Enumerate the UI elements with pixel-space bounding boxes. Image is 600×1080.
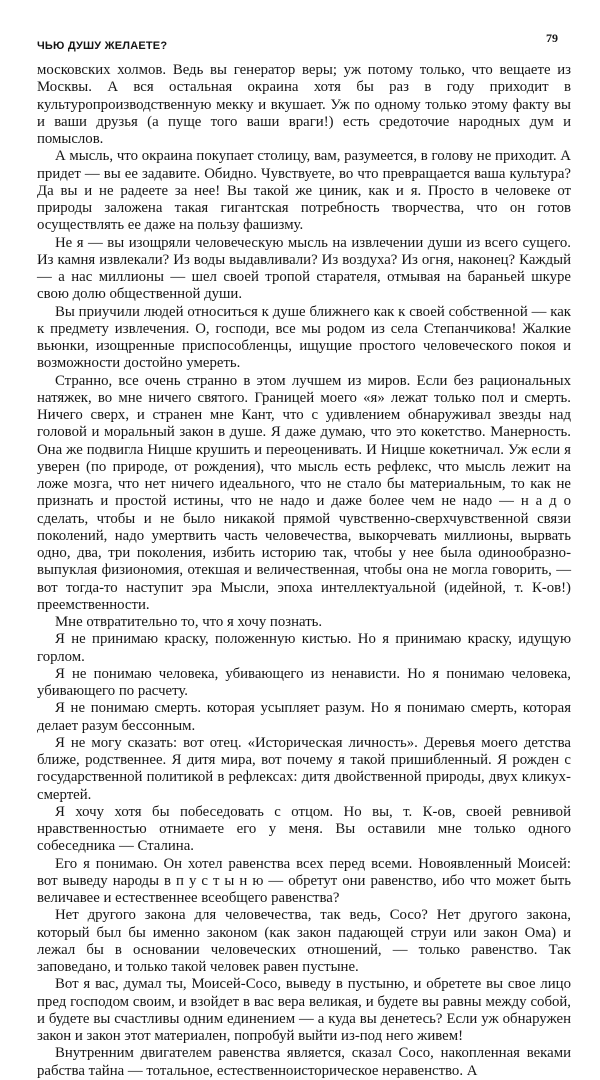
running-title: ЧЬЮ ДУШУ ЖЕЛАЕТЕ?: [37, 40, 168, 52]
paragraph: Я не принимаю краску, положенную кистью. Но я принимаю краску, идущую горлом.: [37, 631, 571, 665]
page-number: 79: [546, 31, 558, 45]
paragraph: Вы приучили людей относиться к душе ближнего как к своей собственной — как к предмету извлечения. О, господи, все мы родом из села Степанчикова! Жалкие вьюнки, изощренные приспособленцы, ищущие простого человеческого покоя и возможности достойно умереть.: [37, 303, 571, 372]
paragraph: Нет другого закона для человечества, так ведь, Сосо? Нет другого закона, который был бы именно законом (как закон падающей струи или закон Ома) и лежал бы в основании человеческих отношений, — только равенство. Так заповедано, и только такой человек равен пустыне.: [37, 907, 571, 975]
paragraph: Я не понимаю человека, убивающего из ненависти. Но я понимаю человека, убивающего по расчету.: [37, 665, 571, 699]
paragraph: Вот я вас, думал ты, Моисей-Сосо, выведу в пустыню, и обретете вы свое лицо пред господом своим, и взойдет в вас вера великая, и будете вы равны между собой, и будете вы счастливы одним единением — а куда вы денетесь? Если уж обнаружен закон и закон этот материален, попробуй выйти из-под него живем!: [37, 976, 571, 1044]
paragraph: Не я — вы изощряли человеческую мысль на извлечении души из всего сущего. Из камня извлекали? Из воды выдавливали? Из воздуха? Из огня, наконец? Каждый — а нас миллионы — шел своей тропой старателя, отмывая на бараньей шкуре свою долю общественной души.: [37, 234, 571, 303]
paragraph: московских холмов. Ведь вы генератор веры; уж потому только, что вещаете из Москвы. А вся остальная окраина хотя бы раз в году приходит в культуропроизводственную мекку и вкушает. Уж по одному только этому факту вы и ваши друзья (а пуще того ваши враги!) есть средоточие народных дум и помыслов.: [37, 62, 571, 147]
paragraph: Я не понимаю смерть. которая усыпляет разум. Но я понимаю смерть, которая делает разум бессонным.: [37, 700, 571, 734]
paragraph: Внутренним двигателем равенства является, сказал Сосо, накопленная веками рабства тайна — тотальное, естественноисторическое неравенство. А: [37, 1045, 571, 1079]
paragraph: Его я понимаю. Он хотел равенства всех перед всеми. Новоявленный Моисей: вот выведу народы в п у с т ы н ю — обретут они равенство, ибо что может быть величавее и естественнее всеобщего равенства?: [37, 855, 571, 906]
body-text: [37, 62, 571, 1080]
paragraph: А мысль, что окраина покупает столицу, вам, разумеется, в голову не приходит. А придет — вы ее задавите. Обидно. Чувствуете, во что превращается ваша культура? Да вы и не радеете за нее! Вы такой же циник, как и я. Просто в человеке от природы заложена такая гигантская потребность творчества, что он готов осуществлять ее даже на пользу фашизму.: [37, 148, 571, 234]
paragraph: Мне отвратительно то, что я хочу познать.: [55, 614, 323, 630]
paragraph: Я не могу сказать: вот отец. «Историческая личность». Деревья моего детства ближе, родственнее. Я дитя мира, вот почему я такой пришибленный. Я рожден с государственной политикой в рефлексах: дитя двойственной природы, двух кликух-смертей.: [37, 734, 571, 803]
paragraph: Я хочу хотя бы побеседовать с отцом. Но вы, т. К-ов, своей ревнивой нравственностью отнимаете его у меня. Вы оставили мне только одного собеседника — Сталина.: [37, 803, 571, 855]
paragraph: Странно, все очень странно в этом лучшем из миров. Если без рациональных натяжек, во мне ничего святого. Границей моего «я» лежат только пол и смерть. Ничего сверх, и странен мне Кант, что с удивлением обнаруживал звезды над головой и моральный закон в душе. Я даже думаю, что это кокетство. Манерность. Она же подвигла Ницше крушить и переоценивать. И Ницше кокетничал. Уж если я уверен (по природе, от рождения), что мысль есть рефлекс, что мысль лежит на ложе мозга, что нет ничего идеального, что не стало бы материальным, то как не признать и простой истины, что не надо и даже более чем не надо — н а д о сделать, чтобы и не было никакой прямой чувственно-сверхчувственной связи поколений, надо умертвить часть человечества, выкорчевать миллионы, вырвать одно, два, три поколения, избить историю так, чтобы у нее была одинообразно-выпуклая физиономия, отекшая и величественная, чтобы она не могла говорить, — вот тогда-то наступит эра Мысли, эпоха интеллектуальной (идейной, т. К-ов!) преемственности.: [37, 372, 571, 613]
